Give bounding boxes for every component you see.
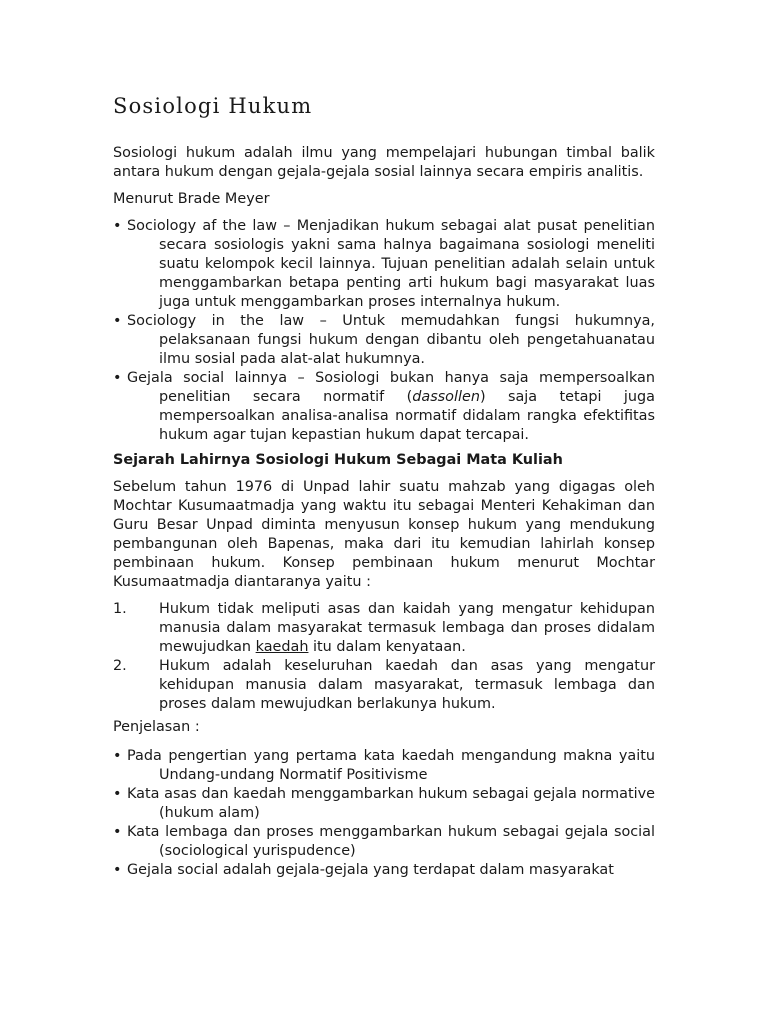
list-item — [113, 747, 655, 785]
menurut-line: Menurut Brade Meyer — [113, 191, 270, 207]
list-item-text: Gejala social adalah gejala-gejala yang terdapat dalam masyarakat — [127, 862, 614, 878]
list-item — [113, 823, 655, 861]
bullet-marker: • — [113, 748, 122, 764]
text-segment: Hukum adalah keseluruhan kaedah dan asas yang mengatur kehidupan manusia dalam masyarakat, termasuk lembaga dan proses dalam mewujudkan berlakunya hukum. — [159, 658, 655, 712]
explanation-list — [113, 747, 655, 880]
list-item — [113, 785, 655, 823]
list-item-text: Pada pengertian yang pertama kata kaedah mengandung makna yaitu Undang-undang Normatif Positivisme — [127, 748, 655, 783]
list-item-text: Kata asas dan kaedah menggambarkan hukum sebagai gejala normative (hukum alam) — [127, 786, 655, 821]
bullet-marker: • — [113, 862, 122, 878]
list-item-text — [127, 369, 655, 445]
list-item-text: Sociology af the law – Menjadikan hukum sebagai alat pusat penelitian secara sosiologis yakni sama halnya bagaimana sosiologi meneliti suatu kelompok kecil lainnya. Tujuan penelitian adalah selain untuk menggambarkan betapa penting arti hukum bagi masyarakat luas juga untuk menggambarkan proses internalnya hukum. — [127, 218, 655, 310]
list-item — [113, 312, 655, 369]
text-segment: Hukum tidak meliputi asas dan kaidah yang mengatur kehidupan manusia dalam masyarakat termasuk lembaga dan proses didalam mewujudkan — [159, 601, 655, 655]
penjelasan-label: Penjelasan : — [113, 719, 200, 735]
list-item-text: Kata lembaga dan proses menggambarkan hukum sebagai gejala social (sociological yurispudence) — [127, 824, 655, 859]
italic-term: dassollen — [412, 389, 480, 405]
bullet-marker: • — [113, 824, 122, 840]
page-title: Sosiologi Hukum — [113, 94, 313, 118]
definition-list — [113, 217, 655, 445]
list-item — [113, 369, 655, 445]
section-heading: Sejarah Lahirnya Sosiologi Hukum Sebagai Mata Kuliah — [113, 452, 563, 468]
intro-paragraph: Sosiologi hukum adalah ilmu yang mempelajari hubungan timbal balik antara hukum dengan gejala-gejala sosial lainnya secara empiris analitis. — [113, 145, 655, 180]
underlined-term: kaedah — [255, 639, 309, 655]
sejarah-paragraph: Sebelum tahun 1976 di Unpad lahir suatu mahzab yang digagas oleh Mochtar Kusumaatmadja yang waktu itu sebagai Menteri Kehakiman dan Guru Besar Unpad diminta menyusun konsep hukum yang mendukung pembangunan oleh Bapenas, maka dari itu kemudian lahirlah konsep pembinaan hukum. Konsep pembinaan hukum menurut Mochtar Kusumaatmadja diantaranya yaitu : — [113, 479, 655, 590]
text-segment: Gejala social lainnya – Sosiologi bukan hanya saja mempersoalkan penelitian secara normatif ( — [127, 370, 655, 405]
list-number: 2. — [113, 658, 127, 674]
bullet-marker: • — [113, 370, 122, 386]
list-item — [113, 600, 655, 657]
concept-list — [113, 600, 655, 714]
list-item — [113, 657, 655, 714]
list-item-text: Sociology in the law – Untuk memudahkan fungsi hukumnya, pelaksanaan fungsi hukum dengan dibantu oleh pengetahuanatau ilmu sosial pada alat-alat hukumnya. — [127, 313, 655, 367]
bullet-marker: • — [113, 218, 122, 234]
text-segment: itu dalam kenyataan. — [308, 639, 466, 655]
list-item — [113, 861, 655, 880]
bullet-marker: • — [113, 786, 122, 802]
list-item — [113, 217, 655, 312]
list-number: 1. — [113, 601, 127, 617]
bullet-marker: • — [113, 313, 122, 329]
text-segment: ) saja tetapi juga mempersoalkan analisa-analisa normatif didalam rangka efektifitas hukum agar tujan kepastian hukum dapat tercapai. — [159, 389, 655, 443]
